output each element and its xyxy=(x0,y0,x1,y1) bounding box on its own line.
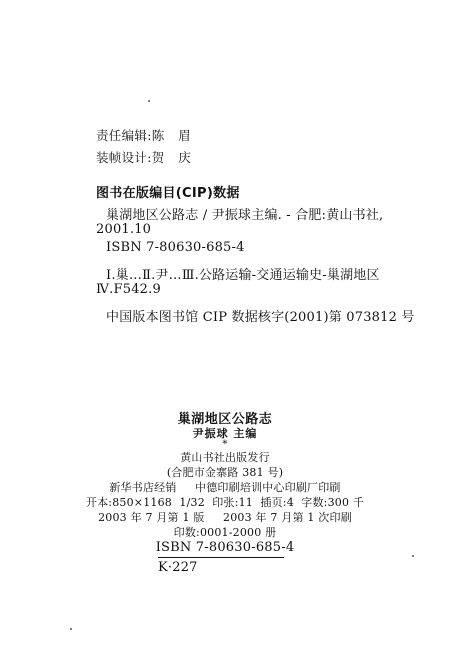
book-title: 巢湖地区公路志 xyxy=(177,412,273,427)
separator-mark: * xyxy=(222,439,228,450)
cip-line: 巢湖地区公路志 / 尹振球主编. - 合肥:黄山书社, xyxy=(106,208,384,223)
price-code: K·227 xyxy=(158,560,198,575)
print-run: 印数:0001-2000 册 xyxy=(173,526,277,539)
cip-isbn: ISBN 7-80630-685-4 xyxy=(106,240,245,255)
cip-line: Ⅰ.巢…Ⅱ.尹…Ⅲ.公路运输-交通运输史-巢湖地区 xyxy=(106,268,380,283)
cip-line: 2001.10 xyxy=(96,222,152,237)
cip-heading: 图书在版编目(CIP)数据 xyxy=(96,186,240,201)
distribution-printing: 新华书店经销 中德印刷培训中心印刷厂印刷 xyxy=(109,481,341,494)
designer-credit xyxy=(96,148,196,166)
scan-speck xyxy=(70,628,72,630)
scan-speck xyxy=(412,555,414,557)
isbn-box-number: ISBN 7-80630-685-4 xyxy=(155,540,295,555)
book-editor: 尹振球 主编 xyxy=(192,427,258,440)
editor-credit xyxy=(96,126,196,144)
publisher: 黄山书社出版发行 xyxy=(180,451,270,464)
designer-name: 贺 庆 xyxy=(151,150,196,165)
edition-info: 2003 年 7 月第 1 版 2003 年 7 月第 1 次印刷 xyxy=(98,511,352,524)
editor-name: 陈 眉 xyxy=(151,128,196,143)
isbn-rule xyxy=(158,557,284,558)
format-specs: 开本:850×1168 1/32 印张:11 插页:4 字数:300 千 xyxy=(85,496,365,509)
cip-classification: Ⅳ.F542.9 xyxy=(96,282,161,297)
designer-role: 装帧设计: xyxy=(96,150,152,165)
publisher-address: (合肥市金寨路 381 号) xyxy=(166,466,284,479)
cip-record-number: 中国版本图书馆 CIP 数据核字(2001)第 073812 号 xyxy=(106,310,415,325)
scan-speck xyxy=(148,100,150,102)
editor-role: 责任编辑: xyxy=(96,128,152,143)
